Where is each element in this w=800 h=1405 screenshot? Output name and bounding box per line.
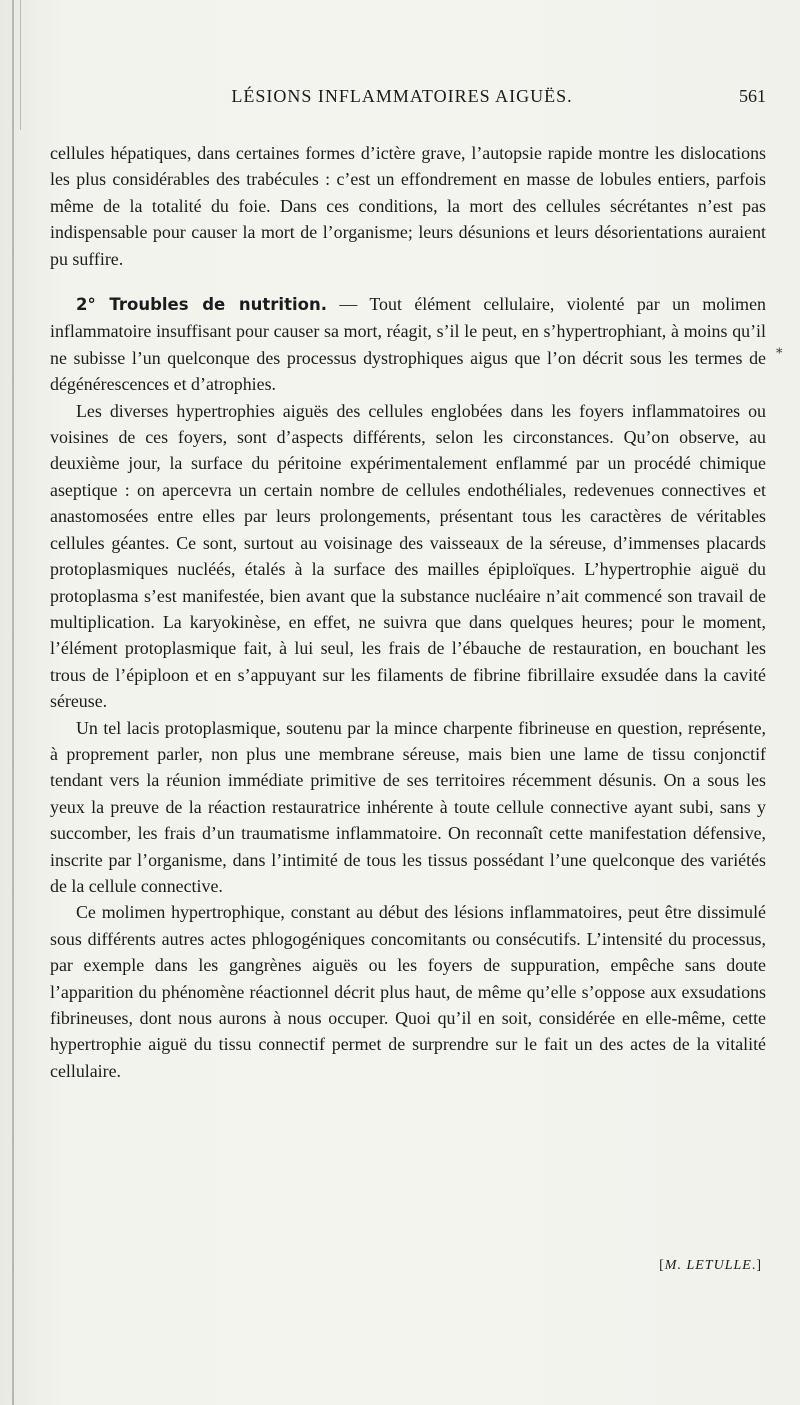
binding-shadow-line: [12, 0, 14, 1405]
signature-name: M. LETULLE: [664, 1258, 752, 1273]
author-signature: [659, 1258, 762, 1274]
section-heading: 2° Troubles de nutrition.: [76, 295, 327, 315]
paragraph-2: [50, 291, 766, 398]
paragraph-4: Un tel lacis protoplasmique, soutenu par la mince charpente fibrineuse en question, représente, à proprement parler, non plus une membrane séreuse, mais bien une lame de tissu conjonctif tendant vers la réunion immédiate primitive de ses territoires récemment désunis. On a sous les yeux la preuve de la réaction restauratrice inhérente à toute cellule connective ayant subi, sans y succomber, les frais d’un traumatisme inflammatoire. On reconnaît cette manifestation défensive, inscrite par l’organisme, dans l’intimité de tous les tissus possédant l’une quelconque des variétés de la cellule connective.: [50, 717, 766, 896]
signature-close-bracket: .]: [751, 1258, 762, 1273]
margin-mark: ⁎: [776, 342, 783, 357]
paragraph-2-text: — Tout élément cellulaire, violenté par un molimen inflammatoire insuffisant pour causer sa mort, réagit, s’il le peut, en s’hypertrophiant, à moins qu’il ne subisse l’un quelconque des processus dystrophiques aigus que l’on décrit sous les termes de dégénérescences et d’atrophies.: [50, 294, 766, 395]
paragraph-1: cellules hépatiques, dans certaines formes d’ictère grave, l’autopsie rapide montre les dislocations les plus considérables des trabécules : c’est un effondrement en masse de lobules entiers, parfois même de la totalité du foie. Dans ces conditions, la mort des cellules sécrétantes n’est pas indispensable pour causer la mort de l’organisme; leurs désunions et leurs désorientations auraient pu suffire.: [50, 143, 766, 269]
body-text: [50, 140, 766, 1084]
paragraph-5: Ce molimen hypertrophique, constant au début des lésions inflammatoires, peut être dissimulé sous différents autres actes phlogogéniques concomitants ou consécutifs. L’intensité du processus, par exemple dans les gangrènes aiguës ou les foyers de suppuration, empêche sans doute l’apparition du phénomène réactionnel décrit plus haut, de même qu’elle s’oppose aux exsudations fibrineuses, dont nous aurons à nous occuper. Quoi qu’il en soit, considérée en elle-même, cette hypertrophie aiguë du tissu connectif permet de surprendre sur le fait un des actes de la vitalité cellulaire.: [50, 902, 766, 1081]
page-header: [38, 86, 766, 116]
paragraph-3: Les diverses hypertrophies aiguës des cellules englobées dans les foyers inflammatoires ou voisines de ces foyers, sont d’aspects différents, selon les circonstances. Qu’on observe, au deuxième jour, la surface du péritoine expérimentalement enflammé par un procédé chimique aseptique : on apercevra un certain nombre de cellules endothéliales, redevenues connectives et anastomosées entre elles par leurs prolongements, présentant tous les caractères de véritables cellules géantes. Ce sont, surtout au voisinage des vaisseaux de la séreuse, d’immenses placards protoplasmiques nucléés, étalés à la surface des mailles épiploïques. L’hypertrophie aiguë du protoplasma s’est manifestée, bien avant que la substance nucléaire n’ait commencé son travail de multiplication. La karyokinèse, en effet, ne suivra que dans quelques heures; pour le moment, l’élément protoplasmique fait, à lui seul, les frais de l’ébauche de restauration, en bouchant les trous de l’épiploon et en s’appuyant sur les filaments de fibrine fibrillaire exsudée dans la cavité séreuse.: [50, 400, 766, 712]
running-head: LÉSIONS INFLAMMATOIRES AIGUËS.: [231, 86, 573, 106]
page-number: 561: [739, 86, 766, 106]
signature-open-bracket: [: [659, 1258, 665, 1273]
binding-shadow-line-short: [20, 0, 21, 130]
